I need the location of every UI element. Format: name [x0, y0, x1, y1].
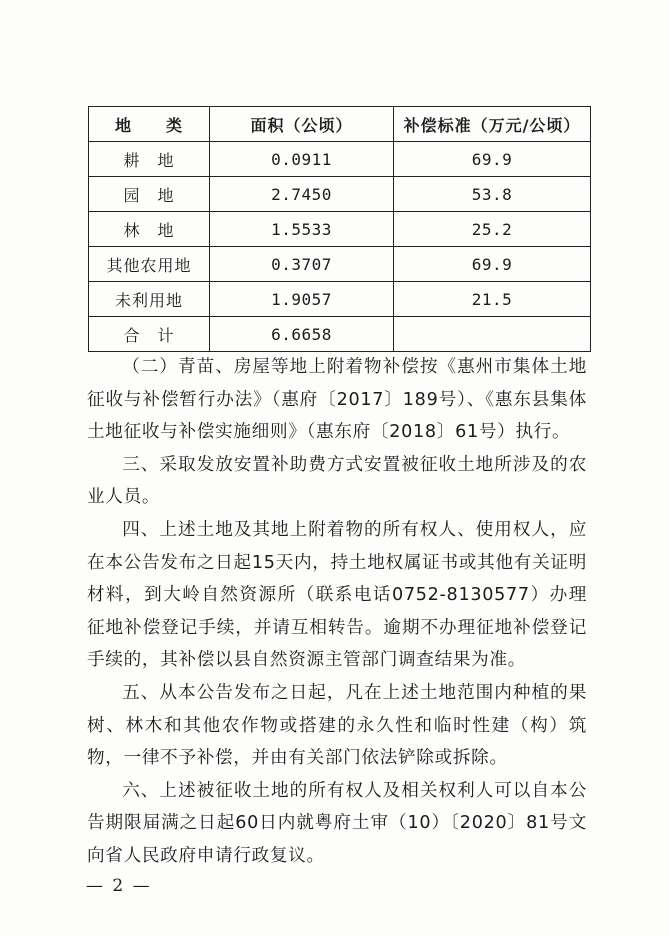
cell-standard: 25.2: [394, 212, 591, 247]
cell-area: 2.7450: [210, 177, 394, 212]
cell-land-type: 其他农用地: [89, 247, 210, 282]
cell-land-type: 耕 地: [89, 142, 210, 177]
cell-land-type: 林 地: [89, 212, 210, 247]
body-text: [87, 351, 587, 873]
paragraph-resettlement: 三、采取发放安置补助费方式安置被征收土地所涉及的农业人员。: [87, 454, 587, 508]
header-land-type: 地 类: [89, 107, 210, 142]
cell-land-type: 合 计: [89, 317, 210, 352]
paragraph-registration: 四、上述土地及其地上附着物的所有权人、使用权人，应在本公告发布之日起15天内，持土地权属证书或其他有关证明材料，到大岭自然资源所（联系电话0752-8130577）办理征地补偿登记手续，并请互相转告。逾期不办理征地补偿登记手续的，其补偿以县自然资源主管部门调查结果为准。: [87, 519, 587, 671]
table-row: [89, 212, 591, 247]
cell-standard: 69.9: [394, 142, 591, 177]
header-area: 面积（公顷）: [210, 107, 394, 142]
table-row: [89, 177, 591, 212]
paragraph-review: 六、上述被征收土地的所有权人及相关权利人可以自本公告期限届满之日起60日内就粤府土审（10）〔2020〕81号文向省人民政府申请行政复议。: [87, 780, 587, 866]
cell-land-type: 未利用地: [89, 282, 210, 317]
cell-standard: 53.8: [394, 177, 591, 212]
cell-area: 1.9057: [210, 282, 394, 317]
compensation-table: [88, 106, 591, 352]
cell-standard: 21.5: [394, 282, 591, 317]
header-standard: 补偿标准（万元/公顷）: [394, 107, 591, 142]
table-total-row: [89, 317, 591, 352]
table-row: [89, 282, 591, 317]
cell-area: 1.5533: [210, 212, 394, 247]
cell-area: 0.0911: [210, 142, 394, 177]
paragraph-no-compensation: 五、从本公告发布之日起，凡在上述土地范围内种植的果树、林木和其他农作物或搭建的永久性和临时性建（构）筑物，一律不予补偿，并由有关部门依法铲除或拆除。: [87, 682, 587, 769]
cell-area: 6.6658: [210, 317, 394, 352]
page-number: — 2 —: [86, 876, 152, 896]
cell-standard: [394, 317, 591, 352]
paragraph-seedling-compensation: （二）青苗、房屋等地上附着物补偿按《惠州市集体土地征收与补偿暂行办法》（惠府〔2017〕189号）、《惠东县集体土地征收与补偿实施细则》（惠东府〔2018〕61号）执行。: [87, 357, 587, 443]
table-header-row: [89, 107, 591, 142]
cell-area: 0.3707: [210, 247, 394, 282]
cell-standard: 69.9: [394, 247, 591, 282]
table-row: [89, 142, 591, 177]
cell-land-type: 园 地: [89, 177, 210, 212]
table-row: [89, 247, 591, 282]
